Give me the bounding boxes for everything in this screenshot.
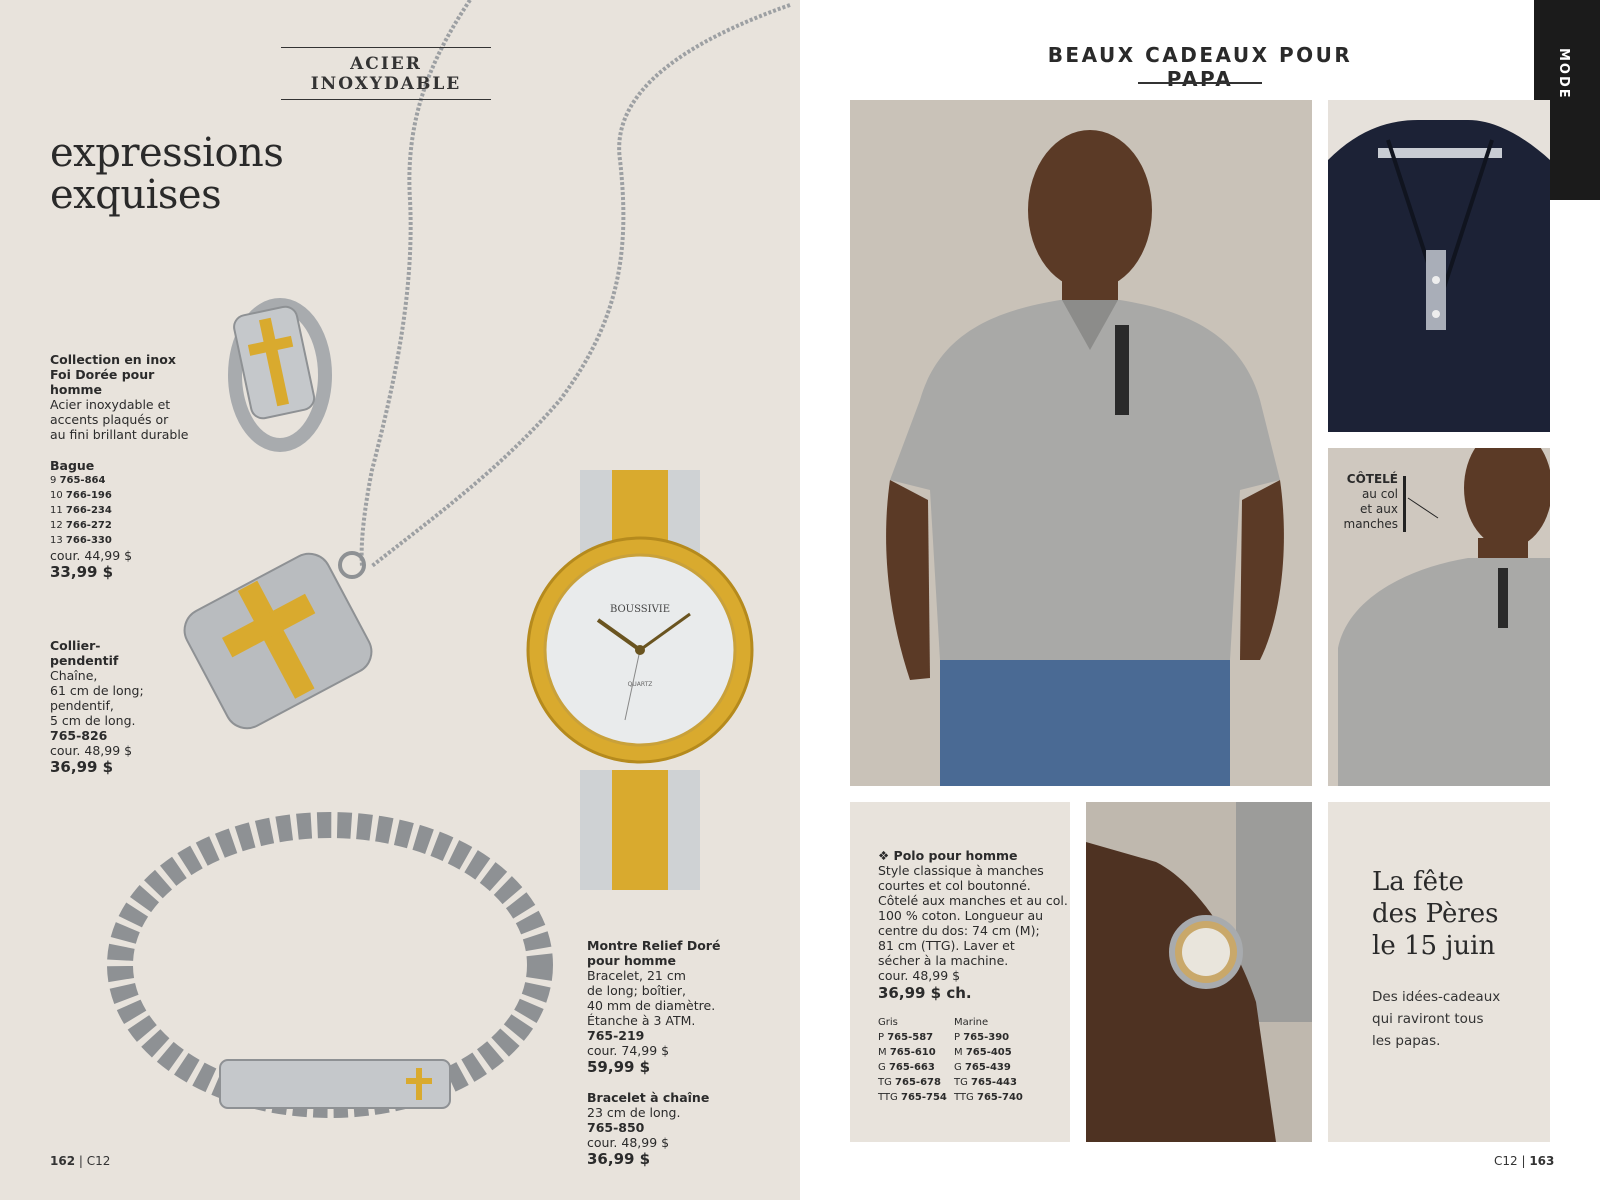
- color-name: Gris: [878, 1017, 898, 1028]
- ring-size-list: [50, 473, 200, 548]
- regular-price: cour. 44,99 $: [50, 548, 133, 563]
- text-line: les papas.: [1372, 1033, 1441, 1049]
- title-line: le 15 juin: [1372, 931, 1496, 961]
- text-line: Des idées-cadeaux: [1372, 989, 1501, 1005]
- watch-brand: BOUSSIVIE: [609, 604, 671, 615]
- pendant-image: [180, 540, 390, 750]
- item-code: 765-405: [965, 1047, 1012, 1058]
- title-line: des Pères: [1372, 899, 1499, 929]
- size-row: [878, 1060, 954, 1075]
- desc-line: pendentif,: [50, 698, 114, 713]
- bracelet-image: [100, 800, 560, 1140]
- size-label: TTG: [954, 1092, 974, 1103]
- size-label: M: [954, 1047, 963, 1058]
- item-code: 765-740: [976, 1092, 1023, 1103]
- navy-polo-figure: [1328, 100, 1550, 432]
- title-line: La fête: [1372, 867, 1464, 897]
- size-row: [954, 1045, 1030, 1060]
- desc-line: sécher à la machine.: [878, 953, 1009, 968]
- size-row: [878, 1075, 954, 1090]
- sale-price: 33,99 $: [50, 563, 114, 581]
- collection-description: [50, 352, 200, 442]
- watch-info: [587, 938, 737, 1077]
- size-row: [954, 1060, 1030, 1075]
- headline: [50, 132, 283, 216]
- size-row: [954, 1030, 1030, 1045]
- callout-line: manches: [1343, 517, 1398, 531]
- size-label: 9: [50, 475, 57, 486]
- section-tab-label: MODE: [1556, 48, 1571, 100]
- desc-line: de long; boîtier,: [587, 983, 686, 998]
- size-label: TG: [878, 1077, 892, 1088]
- page-number: 163: [1529, 1154, 1555, 1168]
- item-code: 765-864: [59, 475, 106, 486]
- desc-line: 81 cm (TTG). Laver et: [878, 938, 1015, 953]
- bracelet-info: [587, 1090, 737, 1169]
- color-name: Marine: [954, 1017, 989, 1028]
- callout-line: au col: [1361, 487, 1398, 501]
- desc-line: Style classique à manches: [878, 863, 1044, 878]
- color-column-navy: [954, 1015, 1030, 1105]
- size-row: [50, 533, 200, 548]
- color-column-grey: [878, 1015, 954, 1105]
- page-code: C12: [1494, 1154, 1518, 1168]
- ring-name: Bague: [50, 458, 95, 473]
- callout-heading: CÔTELÉ: [1346, 472, 1398, 486]
- size-label: 13: [50, 535, 63, 546]
- section-label: ACIER INOXYDABLE: [281, 47, 491, 100]
- headline-line: exquises: [50, 172, 222, 218]
- size-row: [954, 1075, 1030, 1090]
- fathers-day-title: [1372, 866, 1550, 962]
- pendant-info: [50, 638, 170, 777]
- item-code: 765-663: [888, 1062, 935, 1073]
- collar-detail-photo: [1328, 448, 1550, 786]
- collection-name: Collection en inox Foi Dorée pour homme: [50, 352, 176, 397]
- ring-info: [50, 458, 200, 582]
- headline-line: expressions: [50, 130, 284, 176]
- wrist-watch-photo: [1086, 802, 1312, 1142]
- sale-price: 59,99 $: [587, 1058, 651, 1076]
- size-row: [50, 518, 200, 533]
- size-label: M: [878, 1047, 887, 1058]
- desc-line: 5 cm de long.: [50, 713, 136, 728]
- navy-polo-photo: [1328, 100, 1550, 432]
- regular-price: cour. 48,99 $: [587, 1135, 670, 1150]
- desc-line: Étanche à 3 ATM.: [587, 1013, 696, 1028]
- item-code: 765-439: [964, 1062, 1011, 1073]
- desc-line: Acier inoxydable et: [50, 397, 171, 412]
- page-code: C12: [86, 1154, 111, 1168]
- page-number: 162: [50, 1154, 76, 1168]
- text-line: qui raviront tous: [1372, 1011, 1484, 1027]
- watch-dial-text: QUARTZ: [627, 681, 653, 688]
- page-footer-left: 162 | C12: [50, 1154, 111, 1168]
- size-label: 12: [50, 520, 63, 531]
- item-code: 766-272: [65, 520, 112, 531]
- pendant-name: pendentif: [50, 653, 119, 668]
- pendant-name: Collier-: [50, 638, 101, 653]
- item-code: 765-587: [887, 1032, 934, 1043]
- ribbed-callout: [1328, 472, 1398, 532]
- desc-line: Côtelé aux manches et au col.: [878, 893, 1068, 908]
- polo-description-box: [850, 802, 1070, 1142]
- desc-line: au fini brillant durable: [50, 427, 189, 442]
- item-code: 765-754: [900, 1092, 947, 1103]
- item-code: 765-850: [587, 1120, 645, 1135]
- desc-line: centre du dos: 74 cm (M);: [878, 923, 1040, 938]
- watch-name: pour homme: [587, 953, 676, 968]
- size-row: [878, 1045, 954, 1060]
- page-title: BEAUX CADEAUX POUR PAPA: [1047, 43, 1353, 91]
- size-row: [878, 1090, 954, 1105]
- size-label: G: [878, 1062, 886, 1073]
- right-page: [800, 0, 1600, 1200]
- item-code: 765-390: [963, 1032, 1010, 1043]
- regular-price: cour. 48,99 $: [50, 743, 133, 758]
- desc-line: accents plaqués or: [50, 412, 169, 427]
- size-label: TG: [954, 1077, 968, 1088]
- fathers-day-text: [1372, 986, 1550, 1052]
- regular-price: cour. 48,99 $: [878, 968, 961, 983]
- item-code: 766-234: [65, 505, 112, 516]
- size-label: P: [878, 1032, 885, 1043]
- size-label: P: [954, 1032, 961, 1043]
- fathers-day-box: [1328, 802, 1550, 1142]
- desc-line: Bracelet, 21 cm: [587, 968, 686, 983]
- size-label: 11: [50, 505, 63, 516]
- sale-price: 36,99 $: [587, 1150, 651, 1168]
- page-footer-right: C12 | 163: [1494, 1154, 1555, 1168]
- wrist-watch-figure: [1086, 802, 1312, 1142]
- bracelet-name: Bracelet à chaîne: [587, 1090, 710, 1105]
- sale-price: 36,99 $ ch.: [878, 984, 972, 1002]
- size-row: [50, 503, 200, 518]
- color-size-table: [878, 1015, 1070, 1105]
- model-figure: [850, 100, 1312, 786]
- model-grey-polo-photo: [850, 100, 1312, 786]
- watch-name: Montre Relief Doré: [587, 938, 721, 953]
- size-label: 10: [50, 490, 63, 501]
- regular-price: cour. 74,99 $: [587, 1043, 670, 1058]
- ring-image: [220, 290, 340, 460]
- sale-price: 36,99 $: [50, 758, 114, 776]
- size-row: [954, 1090, 1030, 1105]
- size-label: TTG: [878, 1092, 898, 1103]
- desc-line: Chaîne,: [50, 668, 98, 683]
- size-row: [50, 488, 200, 503]
- size-label: G: [954, 1062, 962, 1073]
- desc-line: 61 cm de long;: [50, 683, 144, 698]
- size-row: [878, 1030, 954, 1045]
- item-code: 765-443: [971, 1077, 1017, 1088]
- desc-line: 100 % coton. Longueur au: [878, 908, 1044, 923]
- desc-line: 23 cm de long.: [587, 1105, 681, 1120]
- item-code: 766-196: [65, 490, 112, 501]
- size-row: [50, 473, 200, 488]
- desc-line: 40 mm de diamètre.: [587, 998, 716, 1013]
- callout-line: et aux: [1360, 502, 1398, 516]
- item-code: 765-219: [587, 1028, 645, 1043]
- item-code: 765-826: [50, 728, 108, 743]
- item-code: 765-678: [895, 1077, 941, 1088]
- item-code: 765-610: [889, 1047, 936, 1058]
- item-code: 766-330: [65, 535, 112, 546]
- polo-name: ❖ Polo pour homme: [878, 848, 1018, 863]
- title-divider: [1138, 82, 1262, 84]
- desc-line: courtes et col boutonné.: [878, 878, 1031, 893]
